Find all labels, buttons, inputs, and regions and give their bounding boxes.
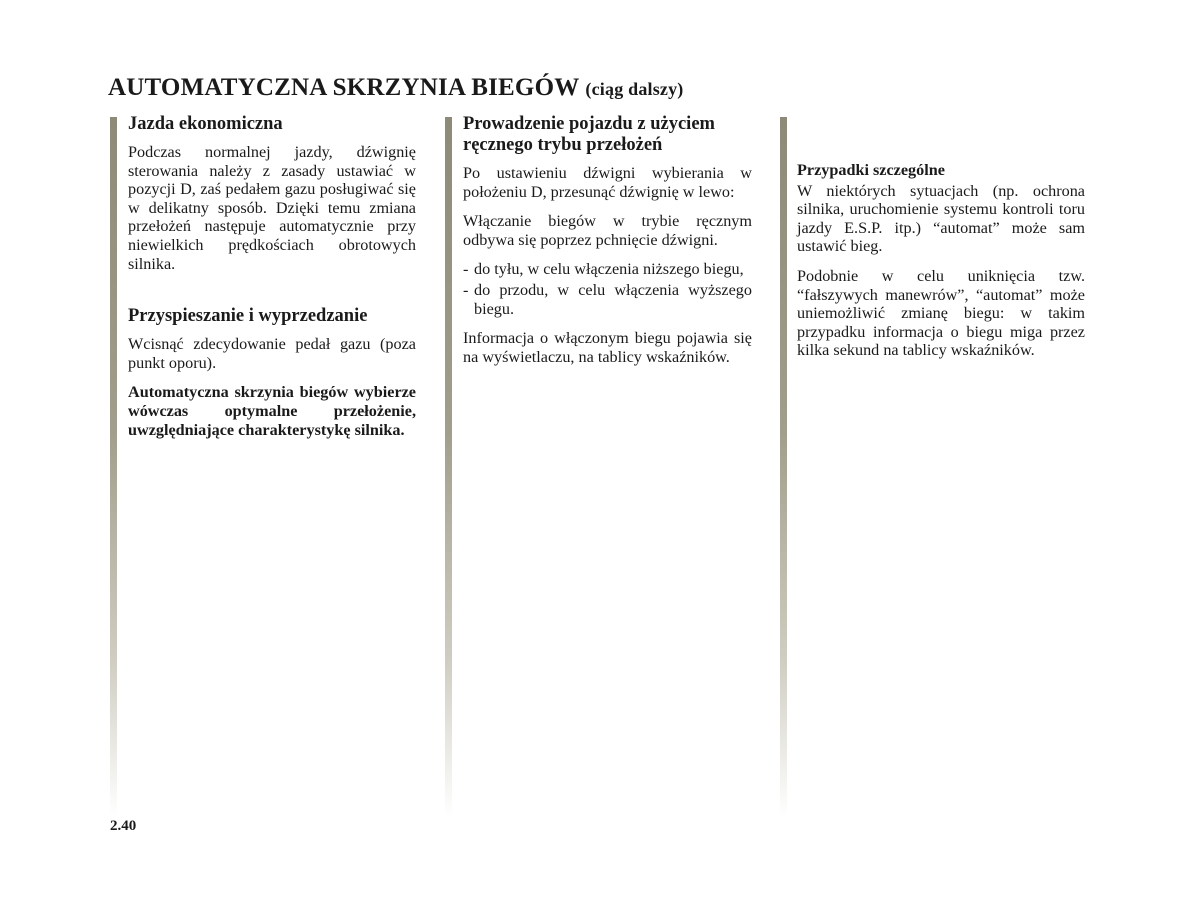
column-3 [797, 161, 1085, 371]
paragraph-special-1: W niektórych sytuacjach (np. ochrona silnika, uruchomienie systemu kontroli toru jazdy E.S.P. itp.) “automat” może sam ustawić bieg. [797, 181, 1085, 256]
column-bar-3 [780, 117, 787, 817]
section-heading-overtaking: Przyspieszanie i wyprzedzanie [128, 306, 368, 327]
section-heading-eco: Jazda ekonomiczna [128, 114, 283, 134]
paragraph-manual-2: Włączanie biegów w trybie ręcznym odbywa się poprzez pchnięcie dźwigni. [463, 212, 752, 249]
list-item: - do przodu, w celu włączenia wyższego biegu. [463, 281, 752, 318]
column-1 [128, 114, 416, 450]
page-number: 2.40 [110, 818, 137, 834]
title-sub: (ciąg dalszy) [585, 79, 684, 99]
section-heading-manual: Prowadzenie pojazdu z użyciem ręcznego trybu przełożeń [463, 114, 715, 155]
column-2 [463, 114, 752, 377]
list-item: - do tyłu, w celu włączenia niższego biegu, [463, 260, 752, 279]
column-bar-1 [110, 117, 117, 817]
paragraph-overtaking: Wcisnąć zdecydowanie pedał gazu (poza punkt oporu). [128, 335, 416, 372]
dash-list [463, 260, 752, 318]
paragraph-manual-3: Informacja o włączonym biegu pojawia się na wyświetlaczu, na tablicy wskaźników. [463, 329, 752, 366]
title-main: AUTOMATYCZNA SKRZYNIA BIEGÓW [108, 74, 579, 101]
section-heading-special: Przypadki szczególne [797, 161, 945, 179]
paragraph-manual-1: Po ustawieniu dźwigni wybierania w położeniu D, przesunąć dźwignię w lewo: [463, 164, 752, 201]
column-bar-2 [445, 117, 452, 817]
paragraph-overtaking-bold: Automatyczna skrzynia biegów wybierze wówczas optymalne przełożenie, uwzględniające charakterystykę silnika. [128, 383, 416, 439]
paragraph-eco: Podczas normalnej jazdy, dźwignię sterowania należy z zasady ustawiać w pozycji D, zaś pedałem gazu posługiwać się w delikatny sposób. Dzięki temu zmiana przełożeń następuje automatycznie przy niewielkich prędkościach obrotowych silnika. [128, 143, 416, 273]
page-title [108, 74, 684, 102]
paragraph-special-2: Podobnie w celu uniknięcia tzw. “fałszywych manewrów”, “automat” może uniemożliwić zmianę biegu: w takim przypadku informacja o biegu miga przez kilka sekund na tablicy wskaźników. [797, 266, 1085, 360]
